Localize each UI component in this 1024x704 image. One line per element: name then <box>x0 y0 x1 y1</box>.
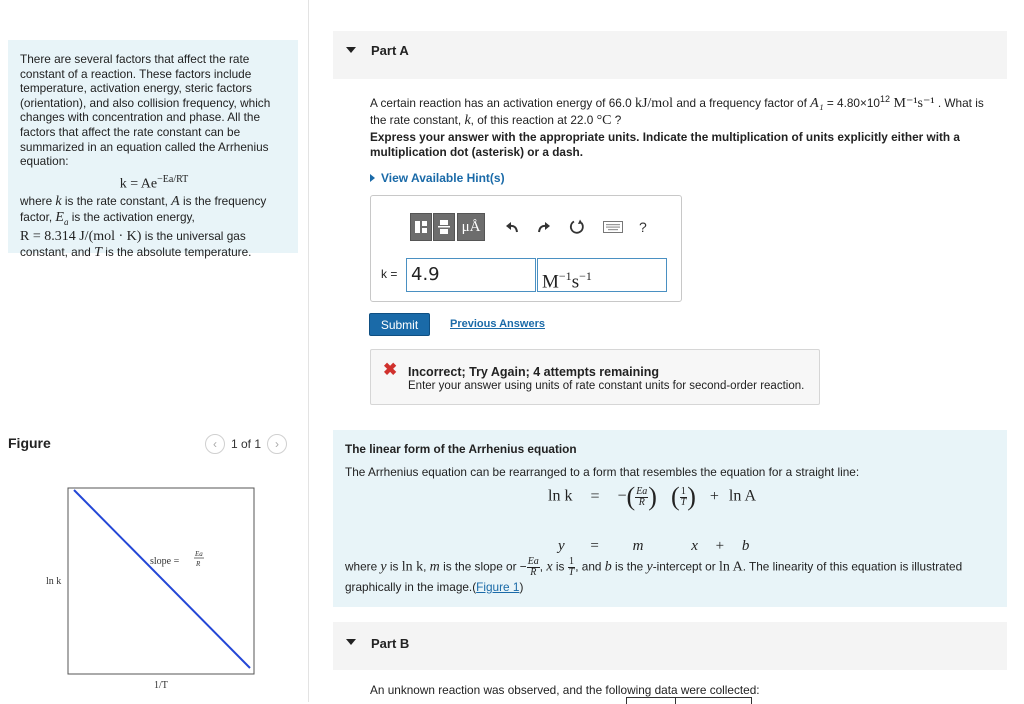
w-text: is <box>552 559 568 574</box>
var-a: A <box>171 194 180 209</box>
figure-counter: 1 of 1 <box>231 437 262 451</box>
eq-minus: − <box>617 487 627 505</box>
feedback-box <box>370 349 820 405</box>
units-icon: μÅ <box>461 218 481 235</box>
frac-num: 1 <box>568 556 574 567</box>
w-text: -intercept or <box>652 559 719 574</box>
arrhenius-info-panel <box>333 430 1007 607</box>
answer-editor <box>370 195 682 302</box>
slope-label: slope = <box>150 556 180 567</box>
var-t: T <box>94 244 102 260</box>
def-text: is the rate constant, <box>61 194 172 208</box>
intro-panel <box>8 40 298 260</box>
chevron-left-icon: ‹ <box>213 437 217 451</box>
frac-den: T <box>680 496 687 508</box>
eq-x: x <box>691 538 698 554</box>
collapse-triangle-icon <box>346 47 356 53</box>
templates-icon <box>414 220 428 234</box>
left-column <box>0 0 308 702</box>
frac-den: T <box>568 567 575 578</box>
part-a-header[interactable] <box>333 31 1007 79</box>
def-text: is the activation energy, <box>68 209 195 224</box>
arrhenius-equation <box>20 173 288 192</box>
prev-figure-button[interactable] <box>205 434 225 454</box>
gas-constant: R = 8.314 J/(mol · K) <box>20 228 142 244</box>
w-text: , and <box>575 559 605 574</box>
eq-y: y <box>558 538 565 554</box>
chevron-right-icon: › <box>275 437 280 451</box>
w-minus: − <box>519 559 527 574</box>
eq-plus: + <box>715 538 725 554</box>
data-table <box>626 697 752 704</box>
w-var: ln A <box>718 559 743 575</box>
intro-text: There are several factors that affect the rate constant of a reaction. These factors include temperature, activation energy, steric factors (orientation), and also collision frequency, which changes with concentration and phase. All the factors that affect the rate constant can be summarized in an equation called the Arrhenius equation: <box>20 52 271 169</box>
eq-sign: = <box>590 538 599 554</box>
question-text <box>370 91 1000 129</box>
q-text: A certain reaction has an activation energy of 66.0 <box>370 95 635 110</box>
undo-icon <box>505 221 519 233</box>
line-equation <box>558 538 749 555</box>
def-text: is the absolute temperature. <box>101 244 252 259</box>
answer-instructions: Express your answer with the appropriate units. Indicate the multiplication of units explicitly either with a multiplication dot (asterisk) or a dash. <box>370 130 960 159</box>
frac-den: R <box>530 567 537 578</box>
graph-frame <box>68 488 254 674</box>
x-axis-label: 1/T <box>154 680 168 691</box>
feedback-message: Enter your answer using units of rate constant units for second-order reaction. <box>408 380 805 392</box>
templates-button[interactable] <box>410 213 432 241</box>
eq-sign: = <box>590 487 600 505</box>
previous-answers-link[interactable]: Previous Answers <box>450 318 545 330</box>
w-var: m <box>429 559 440 575</box>
units-exp: −1 <box>579 269 592 283</box>
var-ea: $E_a$ <box>55 209 69 227</box>
fraction-icon <box>437 219 451 235</box>
var-k: k <box>55 194 62 209</box>
figure-pager <box>205 434 287 454</box>
w-var: ln k <box>401 559 424 575</box>
units-m: M <box>542 271 559 293</box>
q-text: ? <box>611 112 622 127</box>
units-input[interactable] <box>537 258 667 292</box>
w-text: . The linearity of this equation is illustrated graphically in the image.( <box>345 559 963 594</box>
w-text: where <box>345 559 381 574</box>
q-exp: 12 <box>879 94 890 104</box>
part-b-header[interactable] <box>333 622 1007 670</box>
figure-title: Figure <box>8 435 51 451</box>
q-var: k <box>464 112 471 128</box>
answer-label: k = <box>381 267 398 281</box>
w-text: ) <box>519 580 524 594</box>
column-divider <box>308 0 309 702</box>
collapse-triangle-icon <box>346 639 356 645</box>
panel-intro: The Arrhenius equation can be rearranged to a form that resembles the equation for a straight line: <box>345 465 860 479</box>
keyboard-button[interactable] <box>603 221 623 233</box>
help-icon: ? <box>639 219 647 235</box>
equation-exponent: −Ea/RT <box>157 173 189 185</box>
q-text: , of this reaction at 22.0 <box>470 112 597 127</box>
q-unit: M⁻¹s⁻¹ <box>890 95 935 111</box>
keyboard-icon <box>603 221 623 233</box>
slope-frac-num: Ea <box>195 550 203 558</box>
q-var: A₁ <box>810 95 824 111</box>
w-text: , <box>539 559 547 574</box>
fraction-button[interactable] <box>433 213 455 241</box>
eq-b: b <box>741 538 750 554</box>
w-text: , <box>423 559 430 574</box>
intro-definitions <box>20 194 288 260</box>
w-var: x <box>546 559 553 575</box>
part-b-title: Part B <box>371 636 410 651</box>
w-var: y <box>380 559 387 575</box>
q-unit: kJ/mol <box>634 95 674 111</box>
linear-equation: ln k = −( $\frac{Ea}{R}$ ) ( $\frac{1}{T}$ ) + ln A <box>548 482 757 511</box>
undo-button[interactable] <box>505 221 519 233</box>
y-axis-label: ln k <box>46 576 62 587</box>
part-b-text: An unknown reaction was observed, and the following data were collected: <box>370 683 760 697</box>
part-a-title: Part A <box>371 43 409 58</box>
next-figure-button[interactable] <box>267 434 287 454</box>
where-text <box>345 557 995 597</box>
eq-m: m <box>632 538 644 554</box>
frac-num: Ea <box>527 556 539 567</box>
redo-button[interactable] <box>537 221 551 233</box>
feedback-title: Incorrect; Try Again; 4 attempts remaining <box>408 365 659 379</box>
eq-lhs: ln k <box>548 487 573 505</box>
q-text: and a frequency factor of <box>673 95 811 110</box>
help-button[interactable] <box>639 219 647 235</box>
w-text: is the <box>611 559 647 574</box>
def-text: is the universal gas constant, and <box>20 228 246 259</box>
w-var: b <box>604 559 612 575</box>
units-exp: −1 <box>558 269 572 283</box>
editor-toolbar <box>410 213 647 241</box>
frac-num: Ea <box>636 485 648 497</box>
units-button[interactable] <box>457 213 485 241</box>
q-text: = 4.80×10 <box>823 95 880 110</box>
w-text: is the slope or <box>439 559 520 574</box>
hints-label: View Available Hint(s) <box>381 171 505 185</box>
incorrect-icon: ✖ <box>383 360 398 379</box>
equation-base: k = Ae <box>119 176 158 192</box>
frac-den: R <box>638 496 645 508</box>
expand-triangle-icon <box>370 174 375 182</box>
frac-num: 1 <box>680 485 686 497</box>
w-var: y <box>646 559 653 575</box>
submit-button[interactable]: Submit <box>369 313 430 336</box>
def-text: where <box>20 194 56 208</box>
figure-graph <box>40 480 270 695</box>
q-text: . What is the rate constant, <box>370 95 984 127</box>
reset-button[interactable] <box>569 219 585 235</box>
w-text: is <box>386 559 402 574</box>
reset-icon <box>569 219 585 235</box>
redo-icon <box>537 221 551 233</box>
value-input[interactable]: 4.9 <box>406 258 536 292</box>
def-text: is the frequency factor, <box>20 194 267 224</box>
units-s: s <box>571 271 580 293</box>
view-hints-link[interactable] <box>370 171 505 185</box>
panel-title: The linear form of the Arrhenius equation <box>345 442 577 456</box>
eq-plus: + <box>709 487 719 505</box>
eq-last: ln A <box>728 487 757 505</box>
q-unit: °C <box>596 112 612 128</box>
figure-1-link[interactable]: Figure 1 <box>476 580 520 594</box>
slope-frac-den: R <box>196 560 201 568</box>
